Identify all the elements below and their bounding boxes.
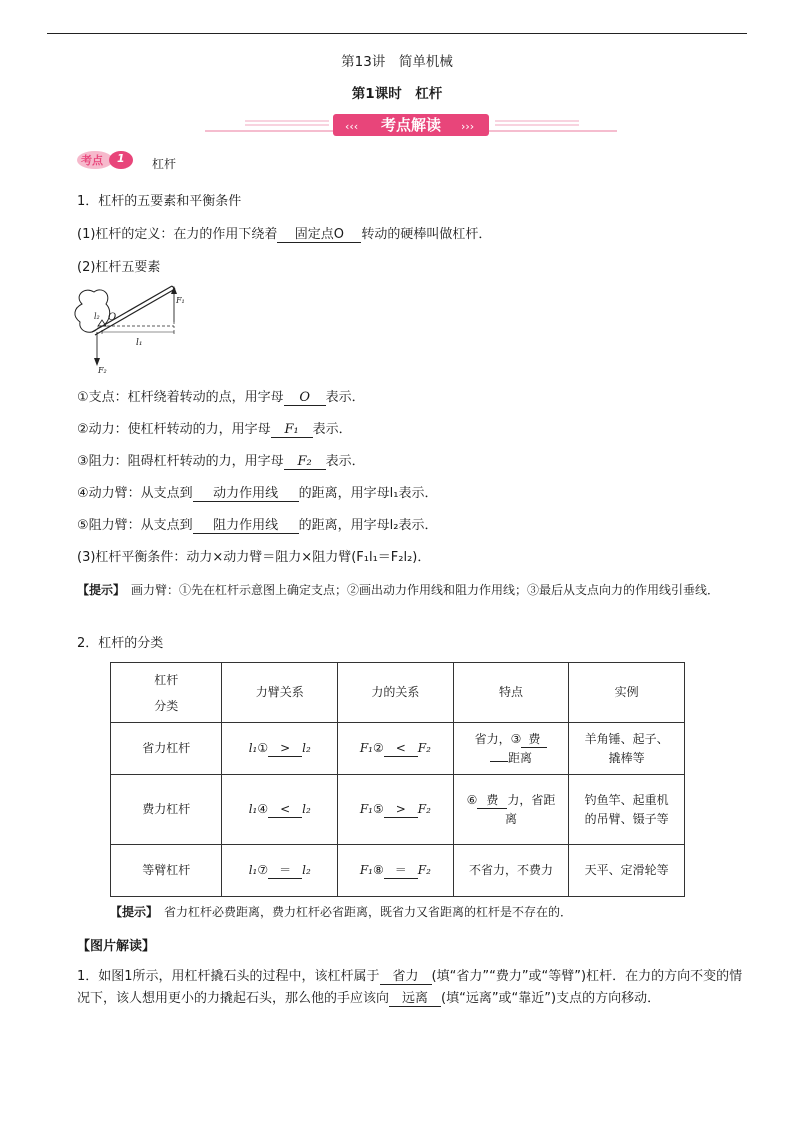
cell-text: ⑥	[466, 792, 478, 807]
item-text: 的距离，用字母l₁表示．	[298, 486, 438, 501]
cell-blank: 费	[477, 793, 507, 809]
svg-text:‹‹‹: ‹‹‹	[345, 120, 359, 133]
item-effort-arm	[77, 482, 437, 502]
five-elements-heading: (2)杠杆五要素	[77, 260, 161, 275]
hint-label: 【提示】	[110, 905, 153, 919]
table-header-cell	[111, 663, 222, 723]
cell-symbol: l₂	[302, 863, 311, 877]
cell-number: ⑦	[257, 863, 269, 877]
item-text: ③阻力：阻碍杠杆转动的力，用字母	[77, 454, 284, 469]
table-row	[111, 775, 685, 845]
section3-heading: 【图片解读】	[77, 939, 156, 954]
cell-blank: ＝	[384, 863, 418, 879]
item-text: ①支点：杠杆绕着转动的点，用字母	[77, 390, 284, 405]
table-cell-name: 省力杠杆	[111, 723, 222, 775]
cell-blank: >	[268, 741, 302, 757]
figure-label-o: O	[108, 312, 117, 323]
item-resistance	[77, 450, 365, 470]
table-cell-name: 费力杠杆	[111, 775, 222, 845]
balance-condition: (3)杠杆平衡条件：动力×动力臂＝阻力×阻力臂(F₁l₁＝F₂l₂)．	[77, 550, 431, 565]
figure-label-f2: F₂	[98, 366, 107, 375]
table-header-cell: 实例	[569, 663, 685, 723]
svg-text:›››: ›››	[461, 120, 475, 133]
table-cell-example: 羊角锤、起子、撬棒等	[569, 723, 685, 775]
table-header-cell: 力的关系	[338, 663, 454, 723]
item-blank: F₂	[284, 454, 326, 470]
header-rule	[47, 33, 747, 34]
table-cell-arm	[222, 775, 338, 845]
lever-figure	[72, 282, 190, 375]
table-cell-arm	[222, 723, 338, 775]
table-header-cell: 力臂关系	[222, 663, 338, 723]
kaodian-label: 杠杆	[152, 157, 177, 171]
figure-label-l2: l₂	[94, 312, 100, 321]
section2-heading: 2．杠杆的分类	[77, 636, 164, 651]
cell-blank: >	[384, 802, 418, 818]
cell-blank-tail	[490, 761, 508, 762]
picture-question-1	[77, 966, 747, 1010]
table-cell-arm	[222, 845, 338, 897]
definition-text-post: 转动的硬棒叫做杠杆．	[361, 227, 492, 242]
question-blank: 省力	[380, 969, 432, 985]
table-cell-feature	[453, 775, 569, 845]
figure-label-f1: F₁	[176, 296, 185, 305]
question-text: (填“远离”或“靠近”)支点的方向移动．	[441, 991, 661, 1006]
table-cell-example: 天平、定滑轮等	[569, 845, 685, 897]
question-text: (填“省力”“费力”或“等臂”)杠杆．在力的方向不变的情况下，该人想用更小的力撬起石头，那么他的手应该向	[77, 969, 743, 1006]
item-text: ②动力：使杠杆转动的力，用字母	[77, 422, 271, 437]
cell-symbol: l₁	[248, 741, 258, 755]
lever-classification-table	[110, 662, 685, 897]
cell-number: ④	[257, 802, 269, 816]
section-banner	[205, 112, 617, 138]
banner-text: 考点解读	[380, 116, 441, 134]
table-cell-feature	[453, 723, 569, 775]
hint-text: 省力杠杆必费距离，费力杠杆必省距离，既省力又省距离的杠杆是不存在的．	[152, 905, 573, 919]
cell-blank: 费	[521, 732, 547, 748]
definition-text-pre: (1)杠杆的定义：在力的作用下绕着	[77, 227, 278, 242]
cell-blank: ＝	[268, 863, 302, 879]
item-blank: 阻力作用线	[193, 518, 299, 534]
table-row	[111, 845, 685, 897]
table-cell-force	[338, 775, 454, 845]
table-cell-name: 等臂杠杆	[111, 845, 222, 897]
table-cell-feature: 不省力，不费力	[453, 845, 569, 897]
section1-heading: 1．杠杆的五要素和平衡条件	[77, 194, 242, 209]
hint-text: 画力臂：①先在杠杆示意图上确定支点；②画出动力作用线和阻力作用线；③最后从支点向力的作用线引垂线．	[119, 583, 720, 597]
table-cell-force	[338, 723, 454, 775]
lever-diagram	[72, 282, 190, 372]
cell-symbol: l₁	[248, 863, 258, 877]
item-blank: 动力作用线	[193, 486, 299, 502]
item-resistance-arm	[77, 514, 437, 534]
lesson-title: 第1课时 杠杆	[351, 86, 443, 102]
figure-label-l1: l₁	[136, 338, 143, 348]
item-blank: F₁	[271, 422, 313, 438]
cell-blank: <	[268, 802, 302, 818]
hint-label: 【提示】	[77, 583, 120, 597]
definition-blank: 固定点O	[277, 227, 361, 243]
table-row	[111, 723, 685, 775]
item-blank: O	[284, 390, 326, 406]
cell-number: ⑤	[373, 802, 384, 816]
cell-number: ①	[257, 741, 269, 755]
question-text: 1．如图1所示，用杠杆撬石头的过程中，该杠杆属于	[77, 969, 380, 984]
table-header-cell: 特点	[453, 663, 569, 723]
item-text: ⑤阻力臂：从支点到	[77, 518, 193, 533]
question-blank: 远离	[389, 991, 441, 1007]
cell-text: 力，省距离	[505, 792, 556, 826]
cell-blank: <	[384, 741, 418, 757]
cell-symbol: F₂	[417, 741, 431, 755]
hint-block-1	[77, 578, 743, 602]
cell-symbol: F₁	[359, 802, 373, 816]
table-header-row	[111, 663, 685, 723]
table-cell-force	[338, 845, 454, 897]
table-cell-example: 钓鱼竿、起重机的吊臂、镊子等	[569, 775, 685, 845]
cell-text: 距离	[508, 750, 533, 765]
cell-symbol: l₂	[302, 741, 311, 755]
cell-symbol: F₂	[417, 802, 431, 816]
item-text: 的距离，用字母l₂表示．	[298, 518, 438, 533]
cell-number: ②	[373, 741, 384, 755]
item-effort	[77, 418, 352, 438]
cell-symbol: F₁	[359, 863, 373, 877]
cell-text: 省力，③	[474, 731, 522, 746]
cell-symbol: l₂	[302, 802, 311, 816]
lever-definition	[77, 223, 491, 243]
item-text: ④动力臂：从支点到	[77, 486, 193, 501]
item-fulcrum	[77, 386, 365, 406]
kaodian-badge	[77, 151, 135, 169]
item-text: 表示．	[312, 422, 352, 437]
header-text: 杠杆	[154, 672, 179, 687]
kaodian-badge-num: 1	[117, 152, 125, 165]
cell-symbol: l₁	[248, 802, 258, 816]
cell-number: ⑧	[373, 863, 384, 877]
cell-symbol: F₁	[359, 741, 373, 755]
item-text: 表示．	[325, 454, 365, 469]
cell-symbol: F₂	[417, 863, 431, 877]
header-text: 分类	[154, 698, 179, 713]
hint-block-2	[110, 900, 750, 924]
kaodian-badge-text: 考点	[81, 154, 103, 167]
item-text: 表示．	[325, 390, 365, 405]
lecture-title: 第13讲 简单机械	[341, 54, 453, 70]
